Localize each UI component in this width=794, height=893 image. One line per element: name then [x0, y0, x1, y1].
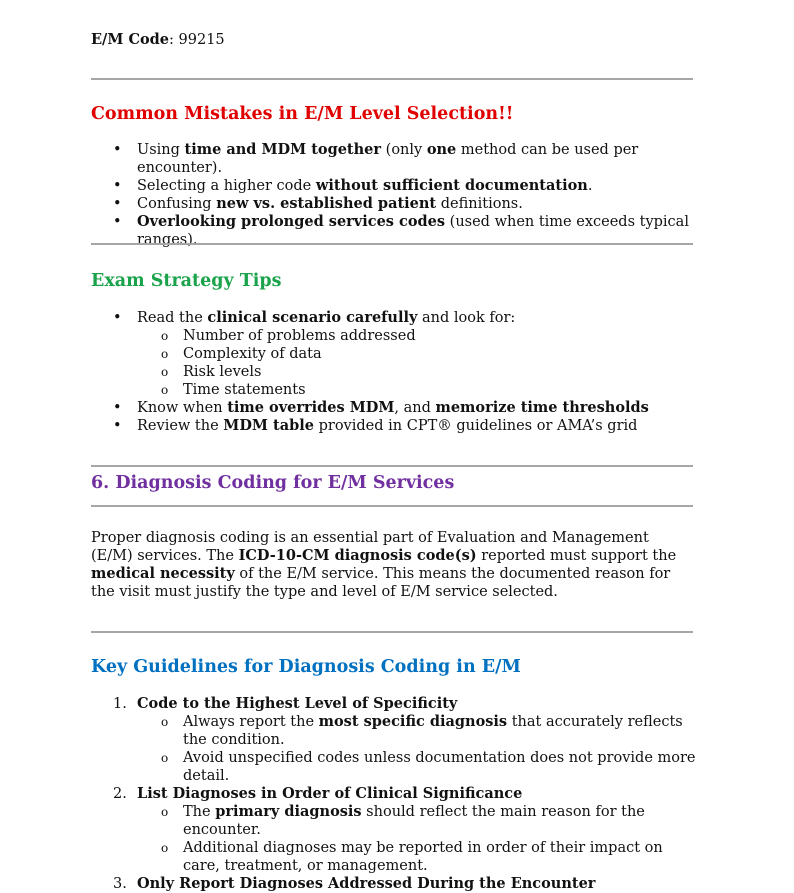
divider [91, 465, 693, 467]
sublist-item: o The primary diagnosis should reflect the main reason for the encounter. [91, 803, 701, 839]
em-code-line [91, 31, 701, 49]
divider [91, 505, 693, 507]
divider [91, 243, 693, 245]
sublist-item: o Avoid unspecified codes unless documentation does not provide more detail. [91, 749, 701, 785]
tips-heading: Exam Strategy Tips [91, 271, 282, 291]
sublist-item: o Risk levels [91, 363, 701, 381]
list-item: 2. List Diagnoses in Order of Clinical Significance o The primary diagnosis should reflect the main reason for the encounter. o Additional diagnoses may be reported in order of their impact on care, treatment, or management. [91, 785, 701, 875]
list-item: • Know when time overrides MDM, and memorize time thresholds [91, 399, 701, 417]
sublist-item: o Time statements [91, 381, 701, 399]
sublist-item: o Number of problems addressed [91, 327, 701, 345]
mistakes-heading: Common Mistakes in E/M Level Selection!! [91, 104, 514, 124]
list-item: • Review the MDM table provided in CPT® guidelines or AMA’s grid [91, 417, 701, 435]
list-item: • Using time and MDM together (only one method can be used per encounter). [91, 141, 701, 177]
diagnosis-paragraph: Proper diagnosis coding is an essential part of Evaluation and Management (E/M) services. The ICD-10-CM diagnosis code(s) reported must support the medical necessity of the E/M service. This means the documented reason for the visit must justify the type and level of E/M service selected. [91, 530, 677, 600]
mistakes-list [91, 141, 701, 249]
divider [91, 631, 693, 633]
list-item: 1. Code to the Highest Level of Specificity o Always report the most specific diagnosis that accurately reflects the condition. o Avoid unspecified codes unless documentation does not provide more detail. [91, 695, 701, 785]
list-item: 3. Only Report Diagnoses Addressed During the Encounter [113, 875, 596, 892]
sublist-item: o Additional diagnoses may be reported in order of their impact on care, treatment, or management. [91, 839, 701, 875]
list-item: • Confusing new vs. established patient definitions. [91, 195, 701, 213]
list-item: • Selecting a higher code without sufficient documentation. [91, 177, 701, 195]
sublist-item: o Always report the most specific diagnosis that accurately reflects the condition. [91, 713, 701, 749]
tips-sublist [137, 327, 701, 399]
em-code-value: : 99215 [169, 32, 225, 48]
sublist-item: o Complexity of data [91, 345, 701, 363]
em-code-label: E/M Code [91, 31, 170, 48]
guideline-sublist [137, 713, 701, 785]
guideline-sublist [137, 803, 701, 875]
list-item: • Overlooking prolonged services codes (used when time exceeds typical ranges). [91, 213, 701, 249]
list-item: • Read the clinical scenario carefully and look for: o Number of problems addressed o Complexity of data o Risk levels o Time statements [91, 309, 701, 399]
divider [91, 78, 693, 80]
diagnosis-heading: 6. Diagnosis Coding for E/M Services [91, 473, 455, 493]
tips-list [91, 309, 701, 435]
guidelines-list [91, 695, 701, 893]
guidelines-heading: Key Guidelines for Diagnosis Coding in E/M [91, 657, 521, 677]
